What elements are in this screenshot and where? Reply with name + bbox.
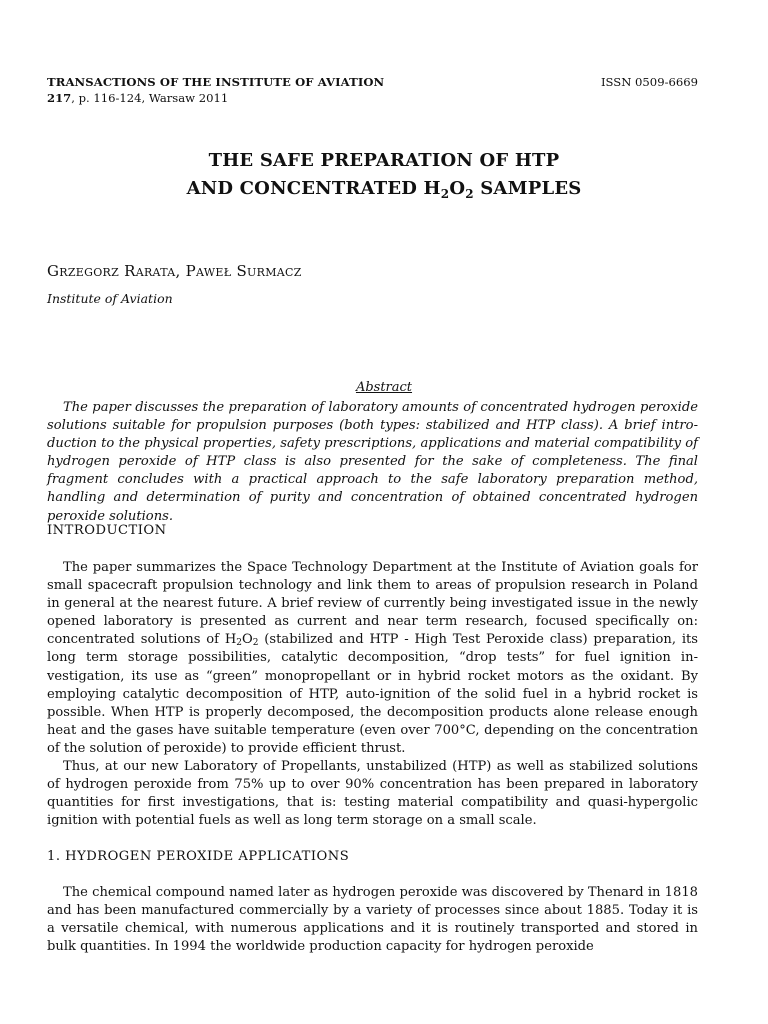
applications-body [47,884,698,956]
paper-title [0,147,768,203]
title-line-1: THE SAFE PREPARATION OF HTP [208,150,560,171]
intro-p1-subscript-1: 2 [236,638,242,649]
introduction-paragraph-2: Thus, at our new Laboratory of Propellants, unstabilized (HTP) as well as stabilized solutions of hydrogen peroxide from 75% up to over 90% concentration has been prepared in laboratory quantities for first investigations, that is: testing material compatibility and quasi-hypergolic ignition with potential fuels as well as long term storage on a small scale. [47,759,698,829]
authors: Grzegorz Rarata, Paweł Surmacz [47,262,302,280]
intro-p1-part-b: (stabilized and HTP - High Test Peroxide class) preparation, its long term storage possibilities, catalytic decomposition, “drop tests” for fuel ignition investigation, its use as “green” monopropellant or in hybrid rocket motors as the oxidant. By employing catalytic decomposition of HTP, auto-ignition of the solid fuel in a hybrid rocket is possible. When HTP is properly decomposed, the decomposition products alone release enough heat and the gases have suitable temperature (even over 700°C, depending on the concentration of the solution of peroxide) to provide efficient thrust. [47,632,698,756]
title-subscript-1: 2 [440,187,450,201]
introduction-paragraph-1 [47,559,698,758]
journal-title: TRANSACTIONS OF THE INSTITUTE OF AVIATION [47,75,385,89]
title-line-2-suffix: SAMPLES [473,178,582,199]
section-heading-introduction: INTRODUCTION [47,523,167,538]
affiliation: Institute of Aviation [47,291,173,306]
section-heading-applications: 1. HYDROGEN PEROXIDE APPLICATIONS [47,849,350,864]
abstract-heading: Abstract [355,380,413,395]
volume-number: 217 [47,91,72,105]
abstract-text: The paper discusses the preparation of laboratory amounts of concentrated hydrogen peroxide solutions suitable for propulsion purposes (both types: stabilized and HTP class). A brief introduction to the physical properties, safety prescriptions, applications and material compatibility of hydrogen peroxide of HTP class is also presented for the sake of completeness. The final fragment concludes with a practical approach to the safe laboratory preparation method, handling and determination of purity and concentration of obtained concentrated hydrogen peroxide solutions. [47,400,698,524]
title-line-2 [0,175,768,203]
intro-p1-mid: O [241,632,253,648]
journal-header [47,74,698,106]
volume-info [47,90,698,106]
intro-p1-part-a: The paper summarizes the Space Technology Department at the Institute of Aviation goals for small spacecraft propulsion technology and link them to areas of propulsion research in Poland in general at the nearest future. A brief review of currently being investigated issue in the newly opened laboratory is presented as current and near term research, focused specifically on: concentrated solutions of H [47,560,698,648]
intro-p1-subscript-2: 2 [252,638,259,649]
volume-pages-location: , p. 116-124, Warsaw 2011 [71,91,229,105]
applications-paragraph-1: The chemical compound named later as hydrogen peroxide was discovered by Thenard in 1818 and has been manufactured commercially by a variety of processes since about 1885. Today it is a versatile chemical, with numerous applications and it is routinely transported and stored in bulk quantities. In 1994 the worldwide production capacity for hydrogen peroxide [47,885,698,955]
issn: ISSN 0509-6669 [600,75,698,89]
abstract-body [47,399,698,526]
title-subscript-2: 2 [465,187,474,201]
title-line-2-mid: O [449,178,466,199]
introduction-body [47,559,698,830]
title-line-2-prefix: AND CONCENTRATED H [186,178,441,199]
